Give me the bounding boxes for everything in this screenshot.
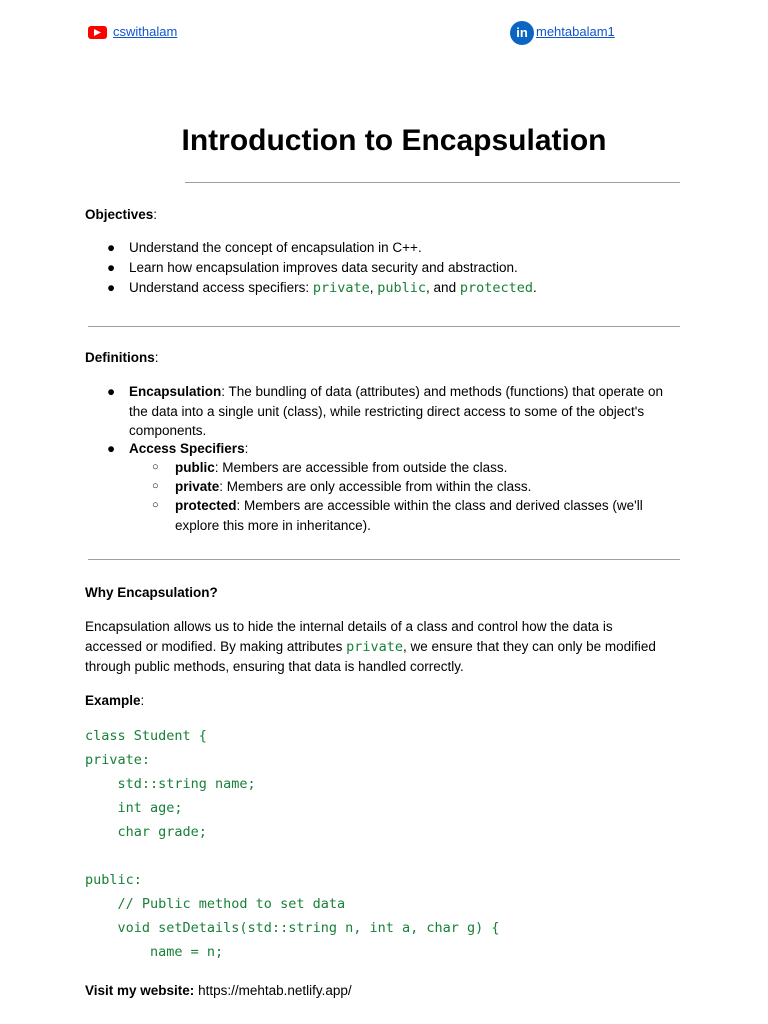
footer-label: Visit my website: <box>85 983 195 998</box>
youtube-icon[interactable] <box>88 26 107 39</box>
linkedin-icon[interactable]: in <box>510 21 534 45</box>
code-protected: protected <box>459 280 533 296</box>
code-private: private <box>346 638 404 655</box>
sub-list-item: ○ <box>152 480 159 492</box>
website-url[interactable]: https://mehtab.netlify.app/ <box>198 983 352 998</box>
list-item: ● <box>107 240 116 255</box>
why-paragraph: Encapsulation allows us to hide the internal details of a class and control how the data is accessed or modified. By making attributes private, we ensure that they can only be modified through public methods, ensuring that data is handled correctly. <box>85 619 656 674</box>
objective-item-1: Understand the concept of encapsulation in C++. <box>129 240 422 255</box>
objective-item-2: Learn how encapsulation improves data security and abstraction. <box>129 260 518 275</box>
example-heading: Example: <box>85 693 145 708</box>
page-title: Introduction to Encapsulation <box>181 124 607 157</box>
definition-access-specifiers: Access Specifiers: <box>129 441 249 456</box>
code-line: class Student { <box>85 728 207 744</box>
code-line: name = n; <box>85 944 224 960</box>
title-divider <box>185 182 680 183</box>
example-label: Example <box>85 693 141 708</box>
code-line: int age; <box>85 800 183 816</box>
definition-encapsulation: Encapsulation: The bundling of data (attributes) and methods (functions) that operate on the data into a single unit (class), while restricting direct access to some of the object's components. <box>129 384 664 438</box>
section-divider <box>88 559 680 560</box>
section-divider <box>88 326 680 327</box>
linkedin-link[interactable]: mehtabalam1 <box>536 24 615 39</box>
code-line: char grade; <box>85 824 207 840</box>
definitions-heading: Definitions: <box>85 350 159 365</box>
list-item: ● <box>107 280 116 295</box>
sub-list-item: ○ <box>152 499 159 511</box>
list-item: ● <box>107 441 116 456</box>
objectives-label: Objectives <box>85 207 154 222</box>
code-line: void setDetails(std::string n, int a, char g) { <box>85 920 500 936</box>
definitions-label: Definitions <box>85 350 155 365</box>
objective-item-3: Understand access specifiers: private, public, and protected. <box>129 280 537 296</box>
code-line: std::string name; <box>85 776 256 792</box>
code-line: // Public method to set data <box>85 896 346 912</box>
specifier-public: public: Members are accessible from outside the class. <box>175 460 508 475</box>
specifier-protected: protected: Members are accessible within the class and derived classes (we'll explore this more in inheritance). <box>175 498 643 533</box>
sub-list-item: ○ <box>152 461 159 473</box>
code-private: private <box>312 280 370 296</box>
code-public: public <box>377 280 427 296</box>
code-line: public: <box>85 872 142 888</box>
why-heading: Why Encapsulation? <box>85 585 218 600</box>
code-line: private: <box>85 752 151 768</box>
list-item: ● <box>107 260 116 275</box>
specifier-private: private: Members are only accessible from within the class. <box>175 479 532 494</box>
list-item: ● <box>107 384 116 399</box>
footer <box>85 981 352 1001</box>
objectives-heading: Objectives: <box>85 207 158 222</box>
youtube-link[interactable]: cswithalam <box>113 24 178 39</box>
